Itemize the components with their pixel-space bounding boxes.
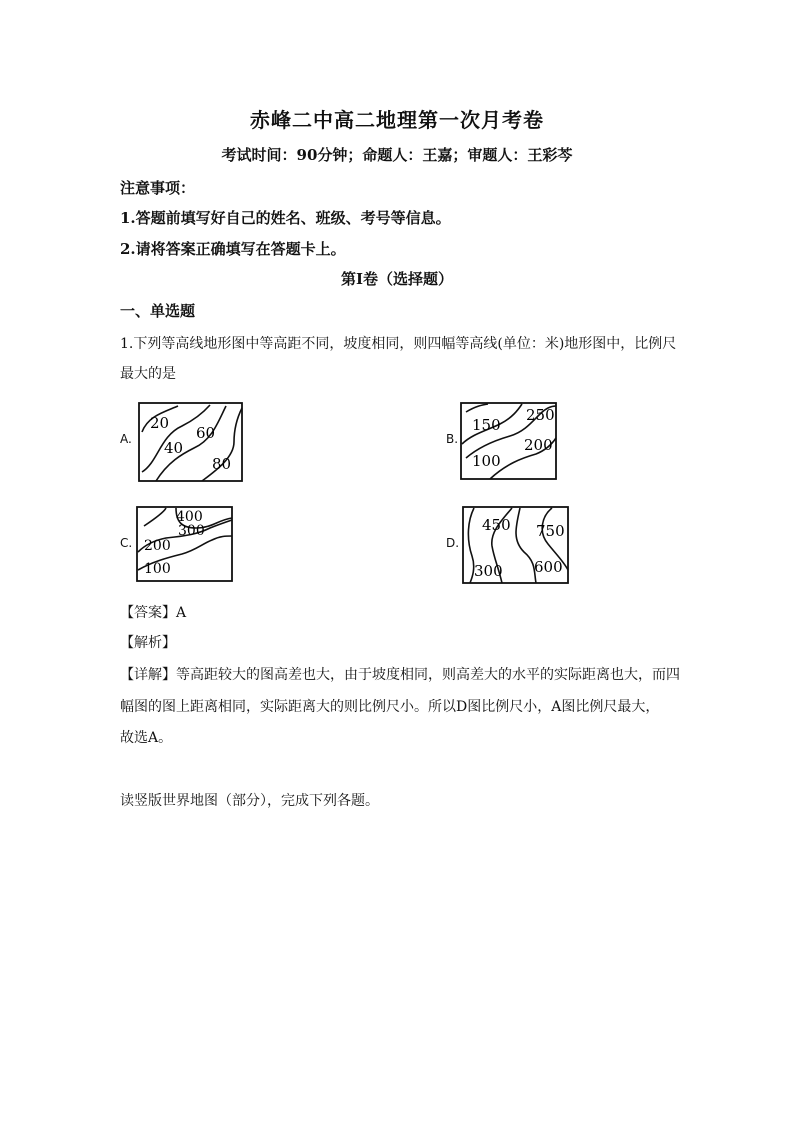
option-a-label: A. [120,432,132,446]
contour-label: 450 [482,516,511,534]
notice-item-2: 2.请将答案正确填写在答题卡上。 [120,240,346,258]
contour-label: 100 [472,452,501,470]
detail-text-1: 等高距较大的图高差也大，由于坡度相同，则高差大的水平的实际距离也大，而四 [176,667,680,683]
question-1-stem-line-2: 最大的是 [120,366,176,382]
page-title: 赤峰二中高二地理第一次月考卷 [250,108,544,132]
notice-heading: 注意事项： [120,179,196,197]
option-d-label: D. [446,536,460,550]
contour-label: 60 [196,424,216,442]
contour-label: 750 [536,522,565,540]
question-1-stem-line-1: 1.下列等高线地形图中等高距不同，坡度相同，则四幅等高线(单位：米)地形图中，比例尺 [120,336,677,352]
contour-label: 100 [144,561,171,577]
contour-line [466,404,488,412]
option-b-contour-map [460,402,560,482]
exam-info: 考试时间：90分钟；命题人：王嘉；审题人：王彩芩 [221,146,573,164]
contour-label: 80 [212,455,232,473]
contour-label: 150 [472,416,501,434]
contour-label: 300 [474,562,503,580]
option-c-label: C. [120,536,133,550]
contour-label: 200 [144,538,171,554]
contour-label: 200 [524,436,553,454]
part-heading: 一、单选题 [120,302,196,320]
answer-tag: 【答案】 [120,605,176,621]
contour-label: 20 [150,414,170,432]
detail-line-1 [120,664,680,684]
contour-label: 400 [176,509,203,525]
contour-label: 300 [178,523,205,539]
option-c-contour-map [136,506,236,584]
contour-label: 600 [534,558,563,576]
detail-line-2: 幅图的图上距离相同，实际距离大的则比例尺小。所以D图比例尺小，A图比例尺最大， [120,699,660,715]
contour-line [144,508,166,526]
detail-tag: 【详解】 [120,667,176,683]
answer-line [120,602,186,622]
analysis-tag: 【解析】 [120,635,176,651]
detail-line-3: 故选A。 [120,730,173,746]
contour-label: 250 [526,406,555,424]
option-a-contour-map [138,402,246,484]
contour-label: 40 [164,439,184,457]
notice-item-1: 1.答题前填写好自己的姓名、班级、考号等信息。 [120,209,451,227]
option-d-contour-map [462,506,572,586]
section-title: 第I卷（选择题） [340,270,454,288]
option-b-label: B. [446,432,459,446]
contour-line [516,508,536,583]
next-question-intro: 读竖版世界地图（部分），完成下列各题。 [120,793,379,809]
answer-value: A [176,605,187,621]
